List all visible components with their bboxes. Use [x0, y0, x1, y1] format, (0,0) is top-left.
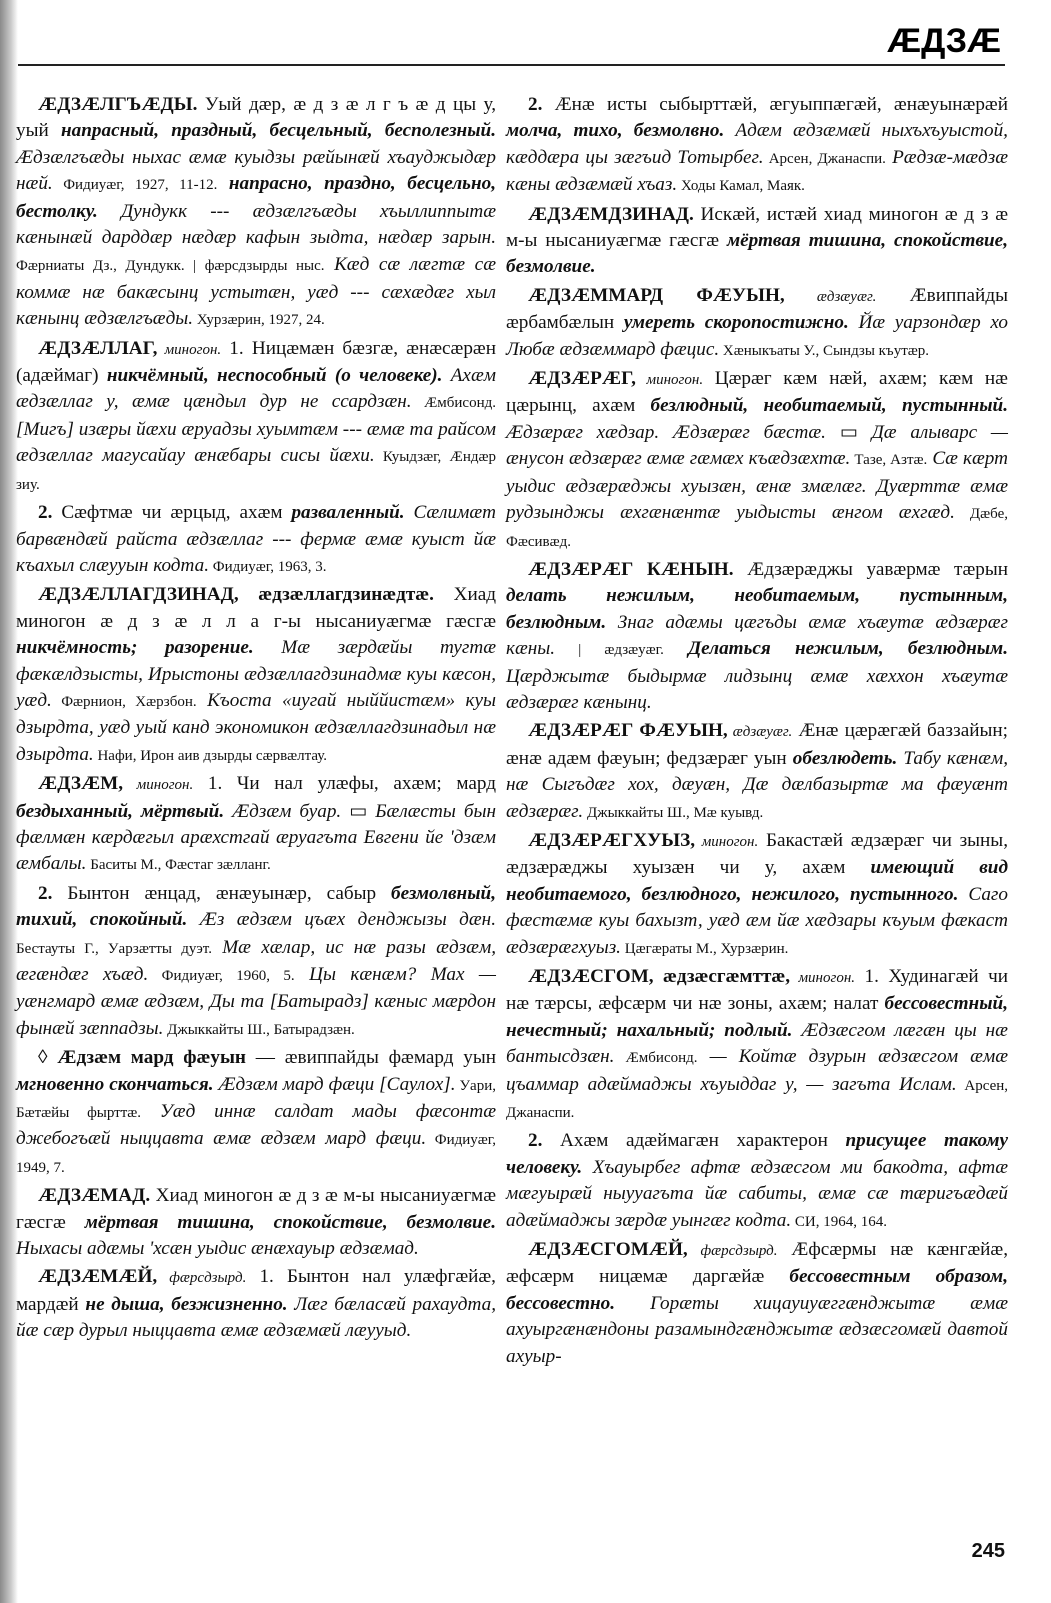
source: Баситы М., Фæстаг зæлланг. [86, 857, 271, 874]
source: Фидиуæг, 1960, 5. [148, 968, 295, 984]
dictionary-entry [506, 92, 1008, 200]
example: Знаг адæмы цæгъды æмæ хъæутæ æдзæрæг кæны. [506, 611, 1008, 660]
dictionary-entry [506, 202, 1008, 281]
example: Лæг бæласæй рахаудта, йæ сæр дурыл ныццавта æмæ æдзæмæй лæууыд. [16, 1293, 496, 1342]
definition-text: Уый дæр, æ д з æ л г ъ æ д цы у, уый [16, 94, 496, 142]
example: Табу кæнæм, нæ Сыгъдæг хох, дæуæн, Дæ дæлбазыртæ ма фæуæнт æдзæрæг. [506, 747, 1009, 822]
dictionary-entry [506, 718, 1008, 826]
example: Æдзæлгъæды ныхас æмæ куыдзы рæйынæй хъауджыдæр нæй. [16, 146, 496, 195]
dictionary-entry [506, 557, 1008, 716]
definition-text: Цæрæг кæм нæй, ахæм; кæм нæ цæрынц, ахæм [506, 368, 1008, 417]
source: Фидиуæг, 1927, 11-12. [52, 177, 218, 194]
translation: присущее такому человеку. [506, 1130, 1008, 1178]
headword: ÆДЗÆЛГЪÆДЫ. [38, 94, 198, 115]
headword: ÆДЗÆРÆГ КÆНЫН. [528, 558, 734, 580]
source: Тазе, Азтæ. [850, 452, 928, 469]
source: Æмбисонд. [614, 1050, 698, 1067]
translation: мёртвая тишина, спокойствие, безмолвие. [506, 230, 1008, 278]
headword: ÆДЗÆМДЗИНАД. [528, 203, 694, 225]
source: Арсен, Джанаспи. [506, 1077, 1009, 1122]
headword: ÆДЗÆММАРД ФÆУЫН, [528, 284, 785, 306]
translation: безлюдный, необитаемый, пустынный. [650, 395, 1009, 417]
translation: Делаться нежилым, безлюдным. [663, 638, 1009, 660]
grammar-label: фæрсдзырд. [687, 1243, 778, 1260]
source: Дæбе, Фæсивæд. [506, 506, 1008, 550]
grammar-label: миногон. [635, 372, 704, 389]
source: Цæгæраты М., Хурзæрин. [620, 940, 789, 957]
example: Æдзæрæг хæдзар. Æдзæрæг бæстæ. ▭ Дæ алыварс — æнусон æдзæрæг æмæ гæмæх къæдзæхтæ. [506, 421, 1008, 470]
dictionary-entry [16, 1264, 496, 1344]
grammar-label: миногон. [123, 777, 194, 794]
headword: ◊ Æдзæм мард фæуын [38, 1047, 246, 1069]
headword: ÆДЗÆРÆГ, [528, 368, 636, 390]
headword: 2. [38, 882, 53, 904]
example: Ныхасы адæмы 'хсæн уыдис æнæхауыр æдзæмад. [16, 1238, 419, 1260]
dictionary-entry [16, 500, 496, 580]
example: Æз æдзæм цъæх денджызы дæн. [187, 909, 496, 931]
dictionary-entry [506, 283, 1008, 364]
headword: ÆДЗÆРÆГХУЫЗ, [528, 829, 696, 851]
definition-text: Искæй, истæй хиад миногон æ д з æ м-ы нысаниуæгмæ гæсгæ [506, 203, 1008, 252]
source: Нафи, Ирон аив дзырды сæрвæлтау. [93, 747, 328, 764]
grammar-label: æдзæуæг. [727, 724, 793, 741]
translation: никчёмный, неспособный (о человеке). [106, 365, 443, 387]
example: Кæд сæ лæгтæ сæ коммæ нæ бакæсынц устытæн, уæд --- сæхæдæг хыл кæнынц æдзæлгъæды. [16, 254, 496, 330]
dictionary-entry [506, 366, 1008, 555]
example: Адæм æдзæмæй ныхъхъуыстой, кæддæра цы зæгъид Тотырбег. [506, 120, 1008, 168]
example: Йæ уарзондæр хо Любæ æдзæммард фæцис. [506, 312, 1009, 360]
grammar-label: миногон. [157, 341, 222, 358]
definition-text: Ахæм адæймагæн характерон [542, 1130, 846, 1152]
grammar-label: миногон. [790, 970, 856, 986]
example: Сæлимæт барвæндæй райста æдзæллаг --- фермæ æмæ куыст йæ къахыл слæууын кодта. [16, 502, 496, 576]
example: Æдзæм мард фæци [Саулох]. [213, 1073, 456, 1095]
headword: ÆДЗÆМАД. [38, 1185, 151, 1207]
definition-text: — æвиппайды фæмард уын [246, 1047, 497, 1069]
headword: ÆДЗÆЛЛАГ, [38, 337, 158, 359]
dictionary-entry [506, 828, 1008, 962]
example: Цы кæнæм? Мах — уæнгмард æмæ æдзæм, Ды та [Батырадз] кæныс мæрдон фынæй зæппадзы. [16, 964, 496, 1039]
left-column [16, 92, 496, 1347]
translation: разваленный. [291, 502, 405, 524]
source: Арсен, Джанаспи. [763, 150, 886, 167]
source: Джыккайты Ш., Мæ куывд. [583, 804, 764, 821]
source: Хæныкъаты У., Сындзы къутæр. [719, 342, 930, 359]
grammar-label: фæрсдзырд. [157, 1270, 247, 1287]
headword: ÆДЗÆСГОМ, æдзæсгæмттæ, [528, 966, 791, 987]
source: Хурзæрин, 1927, 24. [193, 312, 325, 329]
example: [Мигъ] изæры йæхи æруадзы хуымтæм --- æмæ та райсом æдзæллаг магусайау æнæбары сисы йæхи. [16, 418, 496, 467]
source: Фæрнион, Хæрзбон. [51, 693, 197, 710]
example: Сæ кæрт уыдис æдзæрæджы хуызæн, æнæ змæлæг. Дуæрттæ æмæ рудзынджы æхгæнæнтæ уыдысты æнгом æхгæд. [506, 448, 1008, 524]
source: Уари, Бæтæйы фырттæ. [16, 1077, 496, 1122]
dictionary-entry [506, 1237, 1008, 1370]
page-header [18, 16, 1005, 66]
headword: ÆДЗÆРÆГ ФÆУЫН, [528, 720, 728, 742]
definition-text: Хиад миногон æ д з æ м-ы нысаниуæгмæ гæсгæ [16, 1185, 496, 1233]
source: Фидиуæг, 1949, 7. [16, 1132, 496, 1176]
dictionary-entry [16, 771, 496, 879]
translation: безмолвный, тихий, спокойный. [16, 882, 496, 931]
dictionary-entry [16, 1183, 496, 1262]
definition-text: 1. Бынтон нал улæфгæйæ, мардæй [16, 1266, 496, 1315]
translation: бессовестным образом, бессовестно. [506, 1266, 1008, 1314]
grammar-label: миногон. [695, 833, 759, 850]
example: Саго фæстæмæ куы бахызт, уæд æм йæ хæдзары къуым фæкаст æдзæрæгхуыз. [506, 883, 1008, 958]
definition-text: Æнæ исты сыбырттæй, æгуыппæгæй, æнæуынæрæй [542, 94, 1008, 115]
example: Горæты хицауиуæггæнджытæ æмæ ахуыргæнæндоны разамындгæнджытæ æдзæсгомæй давтой ахуыр- [506, 1292, 1008, 1367]
headword: ÆДЗÆСГОМÆЙ, [528, 1239, 688, 1261]
translation: обезлюдеть. [792, 747, 898, 769]
headword: ÆДЗÆЛЛАГДЗИНАД, æдзæллагдзинæдтæ. [38, 584, 434, 606]
definition-text: Хиад миногон æ д з æ л л а г-ы нысаниуæгмæ гæсгæ [16, 584, 496, 632]
grammar-label: æдзæуæг. [784, 288, 877, 305]
translation: умереть скоропостижно. [623, 312, 849, 334]
running-head: ÆДЗÆ [887, 22, 1001, 60]
source: Фидиуæг, 1963, 3. [209, 558, 327, 575]
example: — Койтæ дзурын æдзæсгом æмæ цъаммар адæймаджы хъуыддаг у, — загъта Ислам. [506, 1046, 1008, 1095]
translation: мёртвая тишина, спокойствие, безмолвие. [84, 1211, 496, 1233]
headword: ÆДЗÆМÆЙ, [38, 1266, 158, 1288]
definition-text: Сæфтмæ чи æрцыд, ахæм [52, 502, 292, 524]
source: Æмбисонд. [411, 395, 496, 412]
source: Куыдзæг, Æндæр зиу. [16, 449, 496, 493]
definition-text: Æвиппайды æрбамбæлын [506, 284, 1008, 334]
translation: бессовестный, нечестный; нахальный; подлый. [506, 993, 1008, 1041]
dictionary-entry [16, 92, 496, 334]
translation: бездыханный, мёртвый. [16, 800, 225, 822]
translation: мгновенно скончаться. [16, 1073, 214, 1095]
example: Къоста «иугай ныййистæм» куы дзырдта, уæд уый канд экономикон æдзæллагдзинадыл нæ дзырдта. [16, 689, 497, 765]
source: | æдзæуæг. [555, 642, 664, 659]
page-number: 245 [971, 1540, 1005, 1562]
definition-text: Бынтон æнцад, æнæуынæр, сабыр [52, 882, 392, 904]
definition-text: Бакастæй æдзæрæг чи зыны, æдзæрæджы хуызæн чи у, ахæм [506, 829, 1008, 879]
source: СИ, 1964, 164. [791, 1213, 888, 1230]
example: Дундукк --- æдзæлгъæды хъыллиппытæ кæнынæй дарддæр нæдæр кафын зыдта, нæдæр зарын. [16, 200, 496, 249]
example: Мæ хæлар, ис нæ разы æдзæм, æгæндæг хъæд. [16, 936, 496, 985]
source: Ходы Камал, Маяк. [677, 178, 805, 195]
translation: напрасно, праздно, бесцельно, бестолку. [16, 173, 496, 222]
source: Бестауты Г., Уарзæтты дуэт. [16, 940, 212, 957]
example: Хъауырбег афтæ æдзæсгом ми бакодта, афтæ мæгуырæй ныууагъта йæ сабиты, æмæ сæ тæригъæдæй адæймаджы зæрдæ уынгæг кодта. [506, 1156, 1008, 1231]
right-column [506, 92, 1008, 1372]
headword: 2. [528, 1130, 543, 1152]
translation: делать нежилым, необитаемым, пустынным, безлюдным. [506, 585, 1008, 633]
definition-text: 1. Ницæмæн бæзгæ, æнæсæрæн (адæймаг) [16, 337, 497, 387]
headword: ÆДЗÆМ, [38, 773, 124, 795]
dictionary-entry [16, 881, 496, 1043]
example: Уæд иннæ салдат мады фæсонтæ джебогъæй ныццавта æмæ æдзæм мард фæци. [16, 1101, 496, 1150]
definition-text: 1. Худинагæй чи нæ тæрсы, æфсæрм чи нæ зоны, ахæм; налат [506, 966, 1009, 1015]
dictionary-entry [506, 964, 1008, 1126]
example: Цæрджытæ быдырмæ лидзынц æмæ хæххон хъæутæ æдзæрæг кæнынц. [506, 665, 1008, 713]
dictionary-entry [16, 582, 496, 769]
example: Рæдзæ-мæдзæ кæны æдзæмæй хъаз. [506, 146, 1008, 196]
definition-text: Æнæ цæрæгæй баззайын; æнæ адæм фæуын; федзæрæг уын [506, 720, 1008, 769]
source: Джыккайты Ш., Батырадзæн. [163, 1021, 355, 1038]
headword: 2. [528, 94, 543, 115]
source: Фæрниаты Дз., Дундукк. | фæрсдзырды ныс. [16, 258, 325, 275]
definition-text: 1. Чи нал улæфы, ахæм; мард [193, 773, 496, 795]
dictionary-entry [16, 1045, 496, 1181]
dictionary-entry [506, 1128, 1008, 1235]
example: Æдзæсгом лæгæн цы нæ бантысдзæн. [506, 1019, 1008, 1068]
example: Мæ зæрдæйы тугтæ фæкæлдзысты, Ирыстоны æдзæллагдзинадмæ куы кæсон, уæд. [16, 637, 496, 711]
translation: напрасный, праздный, бесцельный, бесполезный. [60, 120, 496, 142]
example: Æдзæм буар. ▭ Бæлæсты бын фæлмæн кæрдæгыл арæхстгай æруагъта Евгени йе 'дзæм æмбалы. [16, 800, 496, 875]
dictionary-entry [16, 336, 496, 498]
definition-text: Æдзæрæджы уавæрмæ тæрын [733, 558, 1008, 580]
translation: не дыша, безжизненно. [85, 1293, 288, 1315]
example: Ахæм æдзæллаг у, æмæ цæндыл дур не ссардзæн. [16, 365, 496, 413]
headword: 2. [38, 502, 53, 524]
translation: имеющий вид необитаемого, безлюдного, нежилого, пустынного. [506, 857, 1008, 905]
translation: молча, тихо, безмолвно. [506, 120, 725, 142]
definition-text: Æфсæрмы нæ кæнгæйæ, æфсæрм ницæмæ даргæйæ [506, 1239, 1008, 1288]
translation: никчёмность; разорение. [16, 637, 254, 659]
